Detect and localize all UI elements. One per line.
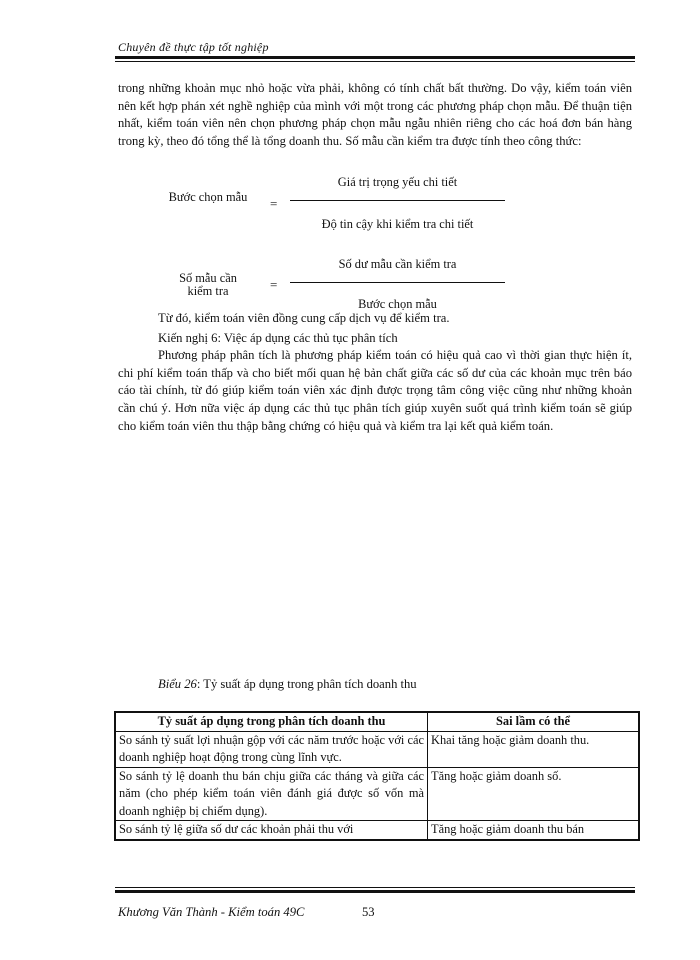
table-row [115, 767, 639, 821]
formula-2-equals: = [270, 277, 278, 292]
table-header-cell: Sai lầm có thể [428, 712, 640, 731]
table-header-cell: Tỷ suất áp dụng trong phân tích doanh thu [115, 712, 428, 731]
formula-1-numerator: Giá trị trọng yếu chi tiết [337, 175, 458, 189]
formula-1-fraction-bar [290, 200, 505, 201]
paragraph-text: Phương pháp phân tích là phương pháp kiểm toán có hiệu quả cao vì thời gian thực hiện ít, chi phí kiểm toán thấp và cho biết mối quan hệ bản chất giữa các số dư của các khoản mục trên báo cáo tài chính, từ đó giúp kiểm toán viên xác định được trọng tâm công việc cũng như những khoản cần chú ý. Hơn nữa việc áp dụng các thủ tục phân tích giúp xuyên suốt quá trình kiểm toán sẽ giúp cho kiểm toán viên thu thập bằng chứng có hiệu quả và kiểm tra lại kết quả kiểm toán. [118, 348, 632, 433]
formula-2-fraction-bar [290, 282, 505, 283]
paragraph-text: trong những khoản mục nhỏ hoặc vừa phải, không có tính chất bất thường. Do vậy, kiểm toán viên nên kết hợp phán xét nghề nghiệp của mình với một trong các phương pháp chọn mẫu. Để thuận tiện nhất, kiểm toán viên nên chọn phương pháp chọn mẫu ngẫu nhiên riêng cho các hoá đơn bán hàng trong kỳ, theo đó tổng thể là tổng doanh thu. Số mẫu cần kiểm tra được tính theo công thức: [118, 81, 632, 148]
formula-1-label: Bước chọn mẫu [168, 190, 248, 204]
table-cell: So sánh tỷ suất lợi nhuận gộp với các năm trước hoặc với các doanh nghiệp hoạt động trong cùng lĩnh vực. [115, 731, 428, 767]
caption-text: : Tỷ suất áp dụng trong phân tích doanh thu [196, 677, 417, 691]
footer-rule [115, 890, 635, 893]
table-cell: So sánh tỷ lệ doanh thu bán chịu giữa các tháng và giữa các năm (cho phép kiểm toán viên đánh giá được số vốn mà doanh nghiệp bị chiếm dụng). [115, 767, 428, 821]
formula-2-numerator: Số dư mẫu cần kiểm tra [338, 257, 457, 271]
formula-2-denominator: Bước chọn mẫu [358, 297, 437, 311]
footer-rule-thin [115, 887, 635, 888]
page-number: 53 [362, 905, 375, 919]
table-cell: Tăng hoặc giảm doanh thu bán [428, 821, 640, 840]
caption-prefix: Biểu 26 [158, 677, 197, 691]
footer-author: Khương Văn Thành - Kiểm toán 49C [118, 905, 305, 919]
page-header-title: Chuyên đề thực tập tốt nghiệp [118, 40, 269, 54]
formula-1-denominator: Độ tin cậy khi kiểm tra chi tiết [321, 217, 474, 231]
header-rule [115, 56, 635, 59]
header-rule-thin [115, 61, 635, 62]
table-clip [110, 706, 650, 874]
formula-1-equals: = [270, 196, 278, 211]
recommendation-heading: Kiến nghị 6: Việc áp dụng các thủ tục phân tích [158, 330, 398, 345]
paragraph-text: Từ đó, kiểm toán viên đồng cung cấp dịch vụ để kiểm tra. [158, 311, 450, 325]
table-cell: Khai tăng hoặc giảm doanh thu. [428, 731, 640, 767]
ratio-table [114, 711, 640, 841]
table-cell: So sánh tỷ lệ giữa số dư các khoản phải thu với [115, 821, 428, 840]
table-header-row [115, 712, 639, 731]
body-paragraph-2 [118, 310, 632, 435]
table-cell: Tăng hoặc giảm doanh số. [428, 767, 640, 821]
table-caption [158, 677, 417, 692]
formula-2-label: Số mẫu cần kiểm tra [179, 271, 237, 298]
table-row [115, 821, 639, 840]
body-paragraph-1 [118, 80, 632, 150]
table-row [115, 731, 639, 767]
